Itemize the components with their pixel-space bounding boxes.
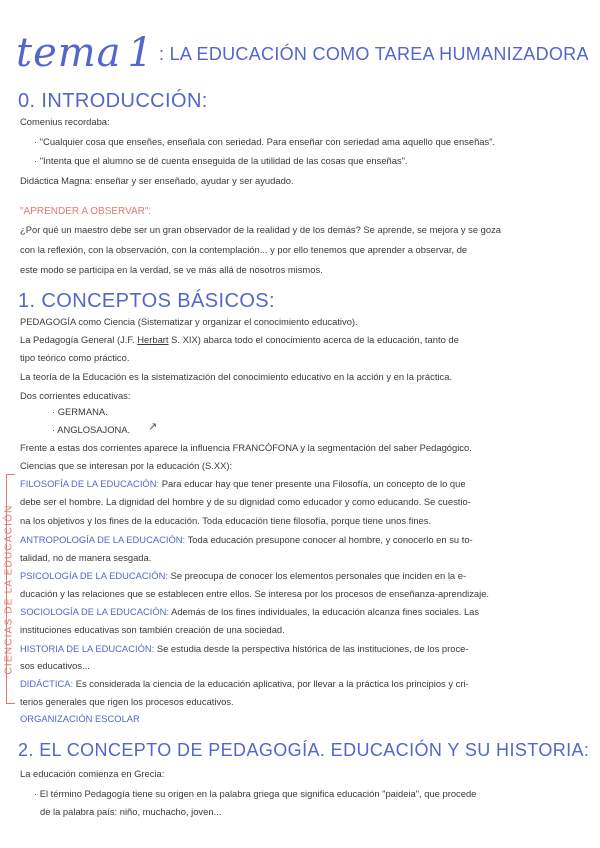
pedagogia-line-2: · El término Pedagogía tiene su origen en la palabra griega que significa educación "paideia", que procede <box>34 788 477 799</box>
ciencia-historia-text: Se estudia desde la perspectiva histórica de las instituciones, de los proce- <box>154 643 469 654</box>
corriente-anglosajona: · ANGLOSAJONA. <box>52 424 131 435</box>
ciencia-sociologia <box>20 606 479 617</box>
page-title <box>16 30 589 76</box>
ciencia-historia-l2: sos educativos... <box>20 660 90 671</box>
intro-line-1: Comenius recordaba: <box>20 116 110 127</box>
ciencia-organizacion: ORGANIZACIÓN ESCOLAR <box>20 713 140 724</box>
conceptos-line-1: PEDAGOGÍA como Ciencia (Sistematizar y organizar el conocimiento educativo). <box>20 316 358 327</box>
aprender-line-2: con la reflexión, con la observación, con la contemplación... y por ello tenemos que aprender a observar, de <box>20 244 468 255</box>
arrow-icon: ↗ <box>148 420 158 433</box>
corriente-germana: · GERMANA. <box>52 406 108 417</box>
conceptos-line-5: Dos corrientes educativas: <box>20 390 131 401</box>
ciencia-historia-label: HISTORIA DE LA EDUCACIÓN: <box>20 643 155 654</box>
conceptos-line-3: tipo teórico como práctico. <box>20 352 130 363</box>
aprender-line-1: ¿Por qué un maestro debe ser un gran observador de la realidad y de los demás? Se aprende, se mejora y se goza <box>20 224 502 235</box>
ciencia-didactica-label: DIDÁCTICA: <box>20 678 74 689</box>
ciencia-antropologia-text: Toda educación presupone conocer al hombre, y conocerlo en su to- <box>185 534 473 545</box>
aprender-line-3: este modo se participa en la verdad, se ve más allá de nosotros mismos. <box>20 264 323 275</box>
ciencia-didactica-text: Es considerada la ciencia de la educación aplicativa, por llevar a la práctica los principios y cri- <box>73 678 469 689</box>
herbart-name: Herbart <box>137 334 169 345</box>
ciencia-filosofia-text: Para educar hay que tener presente una Filosofía, un concepto de lo que <box>159 478 466 489</box>
conceptos-line-2c: S. XIX) abarca todo el conocimiento acerca de la educación, tanto de <box>168 334 459 345</box>
title-script: tema <box>16 30 122 76</box>
title-number: 1 <box>127 30 153 76</box>
intro-line-3: · "Intenta que el alumno se dé cuenta enseguida de la utilidad de las cosas que enseñas". <box>34 155 408 166</box>
ciencia-filosofia-label: FILOSOFÍA DE LA EDUCACIÓN: <box>20 478 160 489</box>
heading-pedagogia: 2. EL CONCEPTO DE PEDAGOGÍA. EDUCACIÓN Y SU HISTORIA: <box>18 740 590 760</box>
conceptos-line-6: Frente a estas dos corrientes aparece la influencia FRANCÓFONA y la segmentación del saber Pedagógico. <box>20 442 472 453</box>
ciencia-historia <box>20 643 468 654</box>
conceptos-line-4: La teoría de la Educación es la sistematización del conocimiento educativo en la acción y en la práctica. <box>20 371 453 382</box>
intro-line-4: Didáctica Magna: enseñar y ser enseñado, ayudar y ser ayudado. <box>20 175 294 186</box>
sidebar-ciencias-label: CIENCIAS DE LA EDUCACIÓN <box>3 504 15 675</box>
conceptos-line-7: Ciencias que se interesan por la educación (S.XX): <box>20 460 233 471</box>
ciencia-psicologia-l2: ducación y las relaciones que se establecen entre ellos. Se interesa por los procesos de enseñanza-aprendizaje. <box>20 588 490 599</box>
heading-aprender: "APRENDER A OBSERVAR": <box>20 206 152 217</box>
ciencia-psicologia <box>20 570 466 581</box>
ciencia-psicologia-label: PSICOLOGÍA DE LA EDUCACIÓN: <box>20 570 168 581</box>
pedagogia-line-3: de la palabra país: niño, muchacho, joven... <box>40 806 222 817</box>
ciencia-antropologia-l2: talidad, no de manera sesgada. <box>20 552 152 563</box>
ciencia-sociologia-text: Además de los fines individuales, la educación alcanza fines sociales. Las <box>169 606 480 617</box>
ciencia-filosofia <box>20 478 466 489</box>
ciencia-didactica-l2: terios generales que rigen los procesos educativos. <box>20 696 234 707</box>
ciencia-sociologia-label: SOCIOLOGÍA DE LA EDUCACIÓN: <box>20 606 169 617</box>
heading-introduccion: 0. INTRODUCCIÓN: <box>18 90 208 112</box>
pedagogia-line-1: La educación comienza en Grecia: <box>20 768 165 779</box>
conceptos-line-2a: La Pedagogía General (J.F. <box>20 334 138 345</box>
ciencia-psicologia-text: Se preocupa de conocer los elementos personales que inciden en la e- <box>167 570 467 581</box>
conceptos-line-2 <box>20 334 459 345</box>
heading-conceptos: 1. CONCEPTOS BÁSICOS: <box>18 290 275 312</box>
ciencia-didactica <box>20 678 469 689</box>
title-rest: : LA EDUCACIÓN COMO TAREA HUMANIZADORA <box>158 44 589 64</box>
ciencia-filosofia-l3: na los objetivos y los fines de la educación. Toda educación tiene filosofía, porque tiene unos fines. <box>20 515 432 526</box>
ciencia-sociologia-l2: instituciones educativas son también creación de una sociedad. <box>20 624 285 635</box>
ciencia-antropologia-label: ANTROPOLOGÍA DE LA EDUCACIÓN: <box>20 534 186 545</box>
intro-line-2: · "Cualquier cosa que enseñes, enseñala con seriedad. Para enseñar con seriedad ama aquello que enseñas". <box>34 136 496 147</box>
ciencia-filosofia-l2: debe ser el hombre. La dignidad del hombre y de su dignidad como educador y como educando. Se cuestio- <box>20 496 471 507</box>
ciencia-antropologia <box>20 534 473 545</box>
